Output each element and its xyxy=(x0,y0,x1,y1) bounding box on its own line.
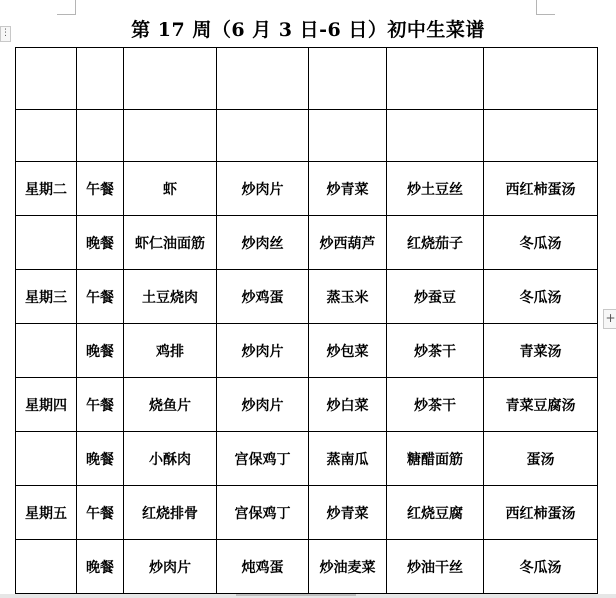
table-row xyxy=(16,324,598,378)
dish-cell[interactable]: 蒸玉米 xyxy=(309,270,387,324)
meal-cell[interactable]: 晚餐 xyxy=(77,324,124,378)
dish-cell[interactable]: 炒西葫芦 xyxy=(309,216,387,270)
table-move-handle-icon[interactable]: ⋮ xyxy=(0,26,11,42)
dish-cell[interactable]: 炒肉片 xyxy=(217,162,309,216)
table-row xyxy=(16,162,598,216)
dish-cell[interactable]: 宫保鸡丁 xyxy=(217,432,309,486)
table-row xyxy=(16,378,598,432)
page-divider xyxy=(236,594,356,596)
dish-cell[interactable]: 虾 xyxy=(124,162,217,216)
dish-cell[interactable]: 蒸南瓜 xyxy=(309,432,387,486)
menu-table xyxy=(15,47,598,594)
meal-cell[interactable]: 晚餐 xyxy=(77,216,124,270)
day-cell[interactable]: 星期三 xyxy=(16,270,77,324)
table-cell[interactable] xyxy=(387,48,484,110)
dish-cell[interactable]: 炒肉丝 xyxy=(217,216,309,270)
dish-cell[interactable]: 炒白菜 xyxy=(309,378,387,432)
dish-cell[interactable]: 青菜汤 xyxy=(484,324,598,378)
dish-cell[interactable]: 炒鸡蛋 xyxy=(217,270,309,324)
dish-cell[interactable]: 青菜豆腐汤 xyxy=(484,378,598,432)
dish-cell[interactable]: 虾仁油面筋 xyxy=(124,216,217,270)
add-row-icon[interactable]: + xyxy=(603,309,616,329)
meal-cell[interactable]: 晚餐 xyxy=(77,540,124,594)
dish-cell[interactable]: 炒肉片 xyxy=(217,378,309,432)
page-title: 第 17 周（6 月 3 日-6 日）初中生菜谱 xyxy=(131,19,485,41)
dish-cell[interactable]: 炒青菜 xyxy=(309,486,387,540)
dish-cell[interactable]: 糖醋面筋 xyxy=(387,432,484,486)
table-row-blank xyxy=(16,48,598,110)
page-corner-mark-left xyxy=(57,0,76,15)
dish-cell[interactable]: 宫保鸡丁 xyxy=(217,486,309,540)
page-corner-mark-right xyxy=(536,0,555,15)
meal-cell[interactable]: 午餐 xyxy=(77,378,124,432)
table-cell[interactable] xyxy=(124,110,217,162)
dish-cell[interactable]: 西红柿蛋汤 xyxy=(484,486,598,540)
dish-cell[interactable]: 红烧豆腐 xyxy=(387,486,484,540)
dish-cell[interactable]: 炒包菜 xyxy=(309,324,387,378)
dish-cell[interactable]: 炒土豆丝 xyxy=(387,162,484,216)
dish-cell[interactable]: 炒青菜 xyxy=(309,162,387,216)
day-cell[interactable] xyxy=(16,432,77,486)
day-cell[interactable] xyxy=(16,324,77,378)
dish-cell[interactable]: 冬瓜汤 xyxy=(484,216,598,270)
day-cell[interactable] xyxy=(16,540,77,594)
table-row xyxy=(16,432,598,486)
day-cell[interactable] xyxy=(16,216,77,270)
table-row xyxy=(16,270,598,324)
table-cell[interactable] xyxy=(309,48,387,110)
table-cell[interactable] xyxy=(387,110,484,162)
meal-cell[interactable]: 晚餐 xyxy=(77,432,124,486)
dish-cell[interactable]: 小酥肉 xyxy=(124,432,217,486)
dish-cell[interactable]: 冬瓜汤 xyxy=(484,540,598,594)
meal-cell[interactable]: 午餐 xyxy=(77,270,124,324)
table-cell[interactable] xyxy=(309,110,387,162)
dish-cell[interactable]: 烧鱼片 xyxy=(124,378,217,432)
dish-cell[interactable]: 炖鸡蛋 xyxy=(217,540,309,594)
dish-cell[interactable]: 炒茶干 xyxy=(387,324,484,378)
table-row-blank xyxy=(16,110,598,162)
dish-cell[interactable]: 红烧茄子 xyxy=(387,216,484,270)
day-cell[interactable]: 星期五 xyxy=(16,486,77,540)
table-cell[interactable] xyxy=(77,48,124,110)
dish-cell[interactable]: 红烧排骨 xyxy=(124,486,217,540)
table-row xyxy=(16,486,598,540)
table-cell[interactable] xyxy=(484,48,598,110)
meal-cell[interactable]: 午餐 xyxy=(77,162,124,216)
dish-cell[interactable]: 炒蚕豆 xyxy=(387,270,484,324)
table-cell[interactable] xyxy=(217,48,309,110)
day-cell[interactable]: 星期二 xyxy=(16,162,77,216)
dish-cell[interactable]: 炒茶干 xyxy=(387,378,484,432)
dish-cell[interactable]: 土豆烧肉 xyxy=(124,270,217,324)
dish-cell[interactable]: 冬瓜汤 xyxy=(484,270,598,324)
table-cell[interactable] xyxy=(217,110,309,162)
dish-cell[interactable]: 西红柿蛋汤 xyxy=(484,162,598,216)
table-cell[interactable] xyxy=(16,48,77,110)
dish-cell[interactable]: 炒油麦菜 xyxy=(309,540,387,594)
table-cell[interactable] xyxy=(16,110,77,162)
table-row xyxy=(16,216,598,270)
table-cell[interactable] xyxy=(124,48,217,110)
table-row xyxy=(16,540,598,594)
table-cell[interactable] xyxy=(484,110,598,162)
meal-cell[interactable]: 午餐 xyxy=(77,486,124,540)
table-cell[interactable] xyxy=(77,110,124,162)
dish-cell[interactable]: 炒油干丝 xyxy=(387,540,484,594)
dish-cell[interactable]: 炒肉片 xyxy=(124,540,217,594)
dish-cell[interactable]: 炒肉片 xyxy=(217,324,309,378)
day-cell[interactable]: 星期四 xyxy=(16,378,77,432)
dish-cell[interactable]: 鸡排 xyxy=(124,324,217,378)
dish-cell[interactable]: 蛋汤 xyxy=(484,432,598,486)
